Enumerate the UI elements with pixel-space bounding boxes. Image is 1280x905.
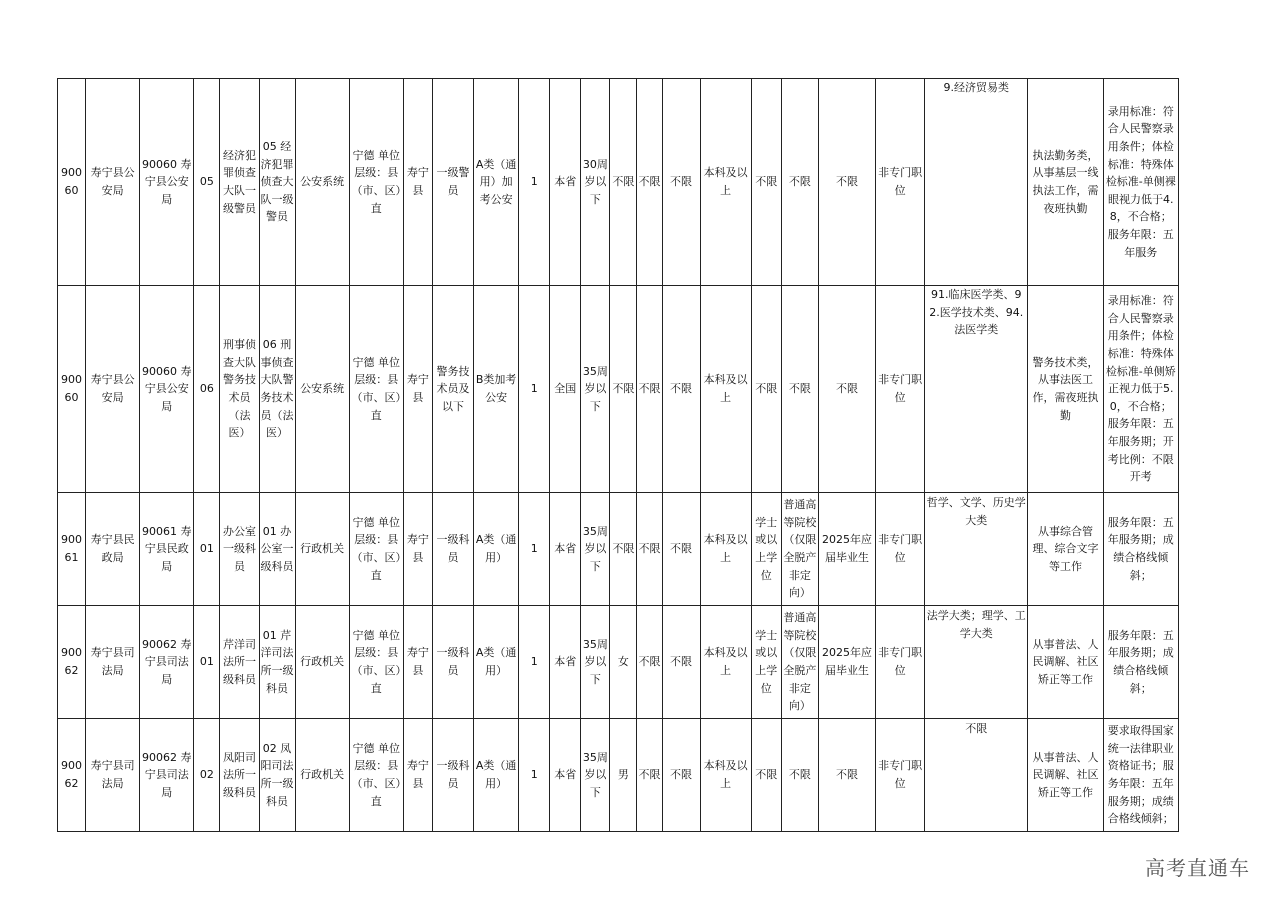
cell-unit-code-name: 90062 寿宁县司法局 — [140, 606, 194, 719]
cell-exam-category: A类（通用） — [474, 493, 519, 606]
cell-ethnicity: 不限 — [662, 493, 700, 606]
cell-system: 行政机关 — [295, 493, 349, 606]
watermark-text: 高考直通车 — [1145, 856, 1250, 880]
table-row — [58, 719, 1179, 832]
cell-remarks: 要求取得国家统一法律职业资格证书；服务年限：五年服务期；成绩合格线倾斜； — [1103, 719, 1178, 832]
cell-age: 30周岁以下 — [581, 79, 610, 286]
cell-rank: 警务技术员及以下 — [432, 286, 473, 493]
cell-job-description: 从事普法、人民调解、社区矫正等工作 — [1028, 719, 1103, 832]
cell-exam-category: A类（通用） — [474, 606, 519, 719]
cell-headcount: 1 — [519, 719, 550, 832]
cell-unit-name: 寿宁县司法局 — [86, 719, 140, 832]
cell-code: 90060 — [58, 286, 86, 493]
table-row — [58, 606, 1179, 719]
cell-unit-level: 宁德 单位层级：县（市、区）直 — [349, 493, 403, 606]
cell-unit-level: 宁德 单位层级：县（市、区）直 — [349, 286, 403, 493]
cell-degree: 不限 — [751, 719, 781, 832]
cell-age: 35周岁以下 — [581, 286, 610, 493]
cell-unit-level: 宁德 单位层级：县（市、区）直 — [349, 606, 403, 719]
cell-code: 90062 — [58, 719, 86, 832]
cell-education: 本科及以上 — [700, 286, 751, 493]
cell-household-scope: 本省 — [550, 606, 581, 719]
cell-position-code: 02 — [194, 719, 220, 832]
cell-position-name: 芹洋司法所一级科员 — [220, 606, 259, 719]
cell-job-description: 从事综合管理、综合文字等工作 — [1028, 493, 1103, 606]
cell-unit-code-name: 90062 寿宁县司法局 — [140, 719, 194, 832]
cell-position-name: 经济犯罪侦查大队一级警员 — [220, 79, 259, 286]
table-row — [58, 493, 1179, 606]
cell-rank: 一级科员 — [432, 719, 473, 832]
cell-household-scope: 全国 — [550, 286, 581, 493]
cell-position-code: 05 — [194, 79, 220, 286]
cell-system: 公安系统 — [295, 79, 349, 286]
cell-system: 公安系统 — [295, 286, 349, 493]
cell-political-status: 不限 — [637, 79, 662, 286]
cell-position-name: 凤阳司法所一级科员 — [220, 719, 259, 832]
cell-region: 寿宁县 — [403, 493, 432, 606]
cell-education: 本科及以上 — [700, 493, 751, 606]
cell-position-code-name: 06 刑事侦查大队警务技术员（法医） — [259, 286, 295, 493]
cell-rank: 一级科员 — [432, 606, 473, 719]
cell-political-status: 不限 — [637, 606, 662, 719]
cell-unit-code-name: 90061 寿宁县民政局 — [140, 493, 194, 606]
cell-age: 35周岁以下 — [581, 606, 610, 719]
cell-gender: 男 — [610, 719, 637, 832]
cell-remarks: 服务年限：五年服务期；成绩合格线倾斜； — [1103, 493, 1178, 606]
cell-position-type: 非专门职位 — [876, 286, 925, 493]
cell-degree: 不限 — [751, 79, 781, 286]
cell-region: 寿宁县 — [403, 719, 432, 832]
cell-unit-name: 寿宁县公安局 — [86, 286, 140, 493]
cell-headcount: 1 — [519, 79, 550, 286]
cell-unit-level: 宁德 单位层级：县（市、区）直 — [349, 719, 403, 832]
cell-job-description: 执法勤务类，从事基层一线执法工作，需夜班执勤 — [1028, 79, 1103, 286]
table-row — [58, 286, 1179, 493]
cell-ethnicity: 不限 — [662, 606, 700, 719]
cell-position-code-name: 02 凤阳司法所一级科员 — [259, 719, 295, 832]
cell-system: 行政机关 — [295, 719, 349, 832]
cell-headcount: 1 — [519, 493, 550, 606]
cell-job-description: 警务技术类，从事法医工作，需夜班执勤 — [1028, 286, 1103, 493]
cell-school-type: 不限 — [781, 286, 818, 493]
cell-school-type: 普通高等院校（仅限全脱产非定向） — [781, 493, 818, 606]
cell-major: 法学大类；理学、工学大类 — [925, 606, 1028, 719]
cell-code: 90060 — [58, 79, 86, 286]
cell-exam-category: B类加考公安 — [474, 286, 519, 493]
cell-remarks: 服务年限：五年服务期；成绩合格线倾斜； — [1103, 606, 1178, 719]
cell-position-code-name: 05 经济犯罪侦查大队一级警员 — [259, 79, 295, 286]
cell-degree: 不限 — [751, 286, 781, 493]
cell-exam-category: A类（通用） — [474, 719, 519, 832]
cell-education: 本科及以上 — [700, 719, 751, 832]
cell-rank: 一级科员 — [432, 493, 473, 606]
cell-age: 35周岁以下 — [581, 719, 610, 832]
cell-unit-name: 寿宁县司法局 — [86, 606, 140, 719]
cell-education: 本科及以上 — [700, 79, 751, 286]
table-row — [58, 79, 1179, 286]
cell-household-scope: 本省 — [550, 79, 581, 286]
recruitment-table — [57, 78, 1179, 832]
cell-region: 寿宁县 — [403, 286, 432, 493]
cell-position-code-name: 01 芹洋司法所一级科员 — [259, 606, 295, 719]
cell-major: 9.经济贸易类 — [925, 79, 1028, 286]
cell-ethnicity: 不限 — [662, 286, 700, 493]
cell-headcount: 1 — [519, 286, 550, 493]
cell-gender: 不限 — [610, 493, 637, 606]
cell-position-name: 刑事侦查大队警务技术员（法医） — [220, 286, 259, 493]
cell-region: 寿宁县 — [403, 79, 432, 286]
cell-graduate-type: 不限 — [818, 79, 875, 286]
cell-political-status: 不限 — [637, 286, 662, 493]
cell-ethnicity: 不限 — [662, 719, 700, 832]
cell-position-name: 办公室一级科员 — [220, 493, 259, 606]
cell-unit-code-name: 90060 寿宁县公安局 — [140, 79, 194, 286]
cell-major: 91.临床医学类、92.医学技术类、94.法医学类 — [925, 286, 1028, 493]
cell-position-code-name: 01 办公室一级科员 — [259, 493, 295, 606]
cell-ethnicity: 不限 — [662, 79, 700, 286]
cell-degree: 学士或以上学位 — [751, 493, 781, 606]
cell-code: 90062 — [58, 606, 86, 719]
cell-unit-level: 宁德 单位层级：县（市、区）直 — [349, 79, 403, 286]
cell-household-scope: 本省 — [550, 719, 581, 832]
cell-age: 35周岁以下 — [581, 493, 610, 606]
cell-position-code: 01 — [194, 493, 220, 606]
cell-political-status: 不限 — [637, 493, 662, 606]
cell-system: 行政机关 — [295, 606, 349, 719]
cell-remarks: 录用标准：符合人民警察录用条件；体检标准：特殊体检标准-单侧矫正视力低于5.0，不合格；服务年限：五年服务期；开考比例：不限开考 — [1103, 286, 1178, 493]
cell-graduate-type: 不限 — [818, 719, 875, 832]
cell-unit-name: 寿宁县民政局 — [86, 493, 140, 606]
cell-unit-code-name: 90060 寿宁县公安局 — [140, 286, 194, 493]
cell-school-type: 普通高等院校（仅限全脱产非定向） — [781, 606, 818, 719]
cell-rank: 一级警员 — [432, 79, 473, 286]
cell-gender: 女 — [610, 606, 637, 719]
cell-position-code: 06 — [194, 286, 220, 493]
cell-major: 不限 — [925, 719, 1028, 832]
cell-unit-name: 寿宁县公安局 — [86, 79, 140, 286]
cell-school-type: 不限 — [781, 79, 818, 286]
cell-major: 哲学、文学、历史学大类 — [925, 493, 1028, 606]
cell-position-type: 非专门职位 — [876, 606, 925, 719]
cell-remarks: 录用标准：符合人民警察录用条件；体检标准：特殊体检标准-单侧裸眼视力低于4.8，不合格；服务年限：五年服务 — [1103, 79, 1178, 286]
cell-position-code: 01 — [194, 606, 220, 719]
cell-graduate-type: 2025年应届毕业生 — [818, 606, 875, 719]
cell-headcount: 1 — [519, 606, 550, 719]
cell-education: 本科及以上 — [700, 606, 751, 719]
cell-job-description: 从事普法、人民调解、社区矫正等工作 — [1028, 606, 1103, 719]
cell-position-type: 非专门职位 — [876, 493, 925, 606]
cell-exam-category: A类（通用）加考公安 — [474, 79, 519, 286]
cell-gender: 不限 — [610, 79, 637, 286]
cell-degree: 学士或以上学位 — [751, 606, 781, 719]
cell-region: 寿宁县 — [403, 606, 432, 719]
cell-position-type: 非专门职位 — [876, 79, 925, 286]
cell-gender: 不限 — [610, 286, 637, 493]
cell-graduate-type: 2025年应届毕业生 — [818, 493, 875, 606]
cell-code: 90061 — [58, 493, 86, 606]
cell-household-scope: 本省 — [550, 493, 581, 606]
cell-position-type: 非专门职位 — [876, 719, 925, 832]
cell-school-type: 不限 — [781, 719, 818, 832]
cell-political-status: 不限 — [637, 719, 662, 832]
cell-graduate-type: 不限 — [818, 286, 875, 493]
